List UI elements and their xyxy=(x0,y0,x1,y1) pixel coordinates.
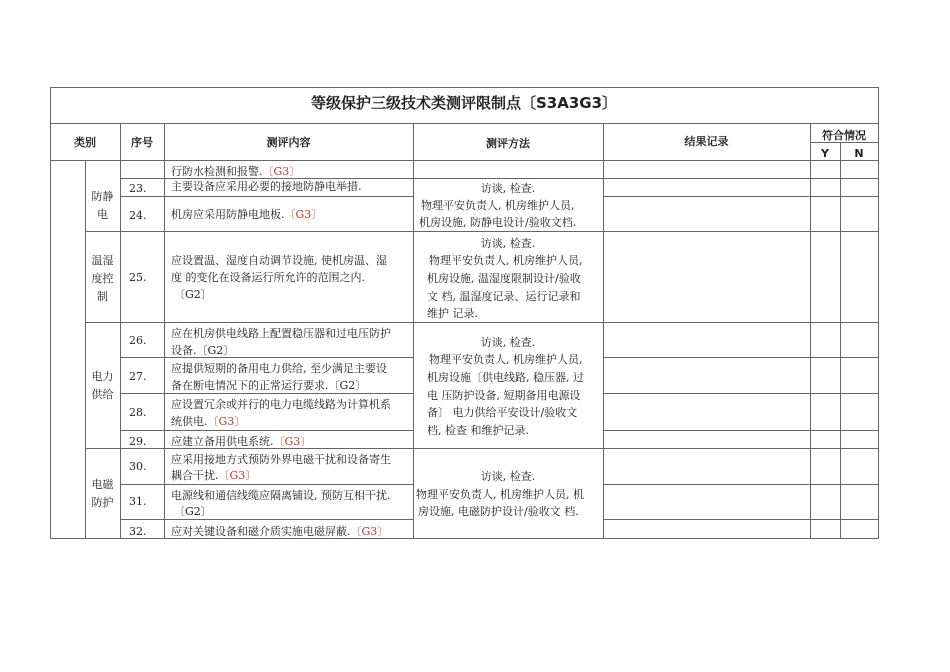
col-line-number xyxy=(120,160,121,538)
row-line-24 xyxy=(85,231,413,232)
method-emc-l3: 房设施, 电磁防护设计/验收文 档. xyxy=(418,505,579,518)
row-number-29: 29. xyxy=(129,435,147,448)
method-power-l1: 访谈, 检查. xyxy=(480,336,536,349)
method-line-4 xyxy=(413,448,604,449)
method-humidity-l3: 机房设施, 温湿度限制设计/验收 xyxy=(427,272,581,285)
row-number-32: 32. xyxy=(129,525,147,538)
col-line-content xyxy=(164,123,165,538)
row-number-31: 31. xyxy=(129,495,147,508)
result-line-6 xyxy=(603,393,879,394)
result-line-7 xyxy=(603,430,879,431)
method-humidity-l1: 访谈, 检查. xyxy=(480,237,536,250)
method-humidity-l2: 物理平安负责人, 机房维护人员, xyxy=(429,254,583,267)
row-content-26-l1: 应在机房供电线路上配置稳压器和过电压防护 xyxy=(171,327,391,340)
header-category: 类别 xyxy=(74,136,96,149)
category-emc-l2: 防护 xyxy=(91,496,114,509)
row-number-28: 28. xyxy=(129,406,147,419)
row-tag-25: 〔G2〕 xyxy=(174,288,212,301)
row-line-30 xyxy=(120,484,413,485)
row-content-28-l2: 统供电.〔G3〕 xyxy=(171,415,246,428)
category-power-l2: 供给 xyxy=(91,388,114,401)
row-line-26 xyxy=(120,357,413,358)
page-title: 等级保护三级技术类测评限制点〔S3A3G3〕 xyxy=(310,94,618,112)
header-method: 测评方法 xyxy=(486,137,530,150)
header-no: N xyxy=(854,147,864,160)
method-power-l5: 备〕 电力供给平安设计/验收文 xyxy=(427,406,578,419)
row-content-29: 应建立备用供电系统.〔G3〕 xyxy=(171,435,312,448)
method-power-l4: 电 压防护设备, 短期备用电源设 xyxy=(427,389,581,402)
result-line-4 xyxy=(603,322,879,323)
result-line-8 xyxy=(603,448,879,449)
row-content-32: 应对关键设备和磁介质实施电磁屏蔽.〔G3〕 xyxy=(171,525,389,538)
category-power-l1: 电力 xyxy=(91,370,114,383)
result-line-10 xyxy=(603,519,879,520)
category-humidity-l3: 制 xyxy=(97,290,108,303)
row-content-30-l1: 应采用接地方式预防外界电磁干扰和设备寄生 xyxy=(171,453,391,466)
category-humidity-l1: 温湿 xyxy=(91,254,114,267)
title-divider xyxy=(50,123,879,124)
row-number-27: 27. xyxy=(129,370,147,383)
row-line-28 xyxy=(120,430,413,431)
category-humidity-l2: 度控 xyxy=(91,272,114,285)
method-antistatic-l1: 访谈, 检查. xyxy=(480,182,536,195)
result-line-5 xyxy=(603,357,879,358)
category-emc-l1: 电磁 xyxy=(91,478,114,491)
row-content-26-l2: 设备.〔G2〕 xyxy=(171,344,235,357)
row-line-31 xyxy=(120,519,413,520)
header-number: 序号 xyxy=(131,136,153,149)
method-emc-l1: 访谈, 检查. xyxy=(480,470,536,483)
row-line-25 xyxy=(85,322,413,323)
row-content-25-l1: 应设置温、湿度自动调节设施, 使机房温、湿 xyxy=(171,254,387,267)
row-content-24: 机房应采用防静电地板.〔G3〕 xyxy=(171,208,323,221)
col-line-n xyxy=(840,142,841,538)
row-content-23: 主要设备应采用必要的接地防静电举措. xyxy=(171,180,362,193)
header-result: 结果记录 xyxy=(684,135,729,148)
method-line-2 xyxy=(413,231,604,232)
category-antistatic-l1: 防静 xyxy=(91,190,114,203)
header-divider xyxy=(50,160,879,161)
method-power-l6: 档, 检查 和维护记录. xyxy=(427,424,529,437)
result-line-2 xyxy=(603,196,879,197)
col-line-result xyxy=(603,123,604,538)
row-number-24: 24. xyxy=(129,209,147,222)
header-compliance: 符合情况 xyxy=(822,129,866,142)
header-yes: Y xyxy=(821,147,829,160)
method-power-l3: 机房设施〔供电线路, 稳压器, 过 xyxy=(427,371,584,384)
method-antistatic-l2: 物理平安负责人, 机房维护人员, xyxy=(421,199,575,212)
border-top xyxy=(50,87,879,88)
method-humidity-l4: 文 档, 温湿度记录、运行记录和 xyxy=(427,290,581,303)
col-line-y xyxy=(810,123,811,538)
row-number-23: 23. xyxy=(129,182,147,195)
method-line-3 xyxy=(413,322,604,323)
result-line-1 xyxy=(603,178,879,179)
border-left xyxy=(50,87,51,539)
row-number-30: 30. xyxy=(129,460,147,473)
method-emc-l2: 物理平安负责人, 机房维护人员, 机 xyxy=(416,488,584,501)
result-line-3 xyxy=(603,231,879,232)
row-line-23 xyxy=(120,196,413,197)
prev-row-content: 行防水检测和报警.〔G3〕 xyxy=(171,165,301,178)
method-humidity-l5: 维护 记录. xyxy=(427,307,478,320)
row-content-31-l1: 电源线和通信线缆应隔离铺设, 预防互相干扰. xyxy=(171,489,391,502)
result-line-9 xyxy=(603,484,879,485)
header-content: 测评内容 xyxy=(266,136,311,149)
row-tag-31: 〔G2〕 xyxy=(174,505,212,518)
method-power-l2: 物理平安负责人, 机房维护人员, xyxy=(429,353,583,366)
row-content-27-l1: 应提供短期的备用电力供给, 至少满足主要设 xyxy=(171,362,387,375)
category-antistatic-l2: 电 xyxy=(97,208,108,221)
row-number-25: 25. xyxy=(129,271,147,284)
row-content-25-l2: 度 的变化在设备运行所允许的范围之内. xyxy=(171,271,365,284)
row-content-30-l2: 耦合干扰.〔G3〕 xyxy=(171,469,257,482)
row-content-27-l2: 备在断电情况下的正常运行要求.〔G2〕 xyxy=(171,379,367,392)
method-line-1 xyxy=(413,178,604,179)
method-antistatic-l3: 机房设施, 防静电设计/验收文档. xyxy=(419,216,577,229)
border-right xyxy=(878,87,879,539)
row-content-28-l1: 应设置冗余或并行的电力电缆线路为计算机系 xyxy=(171,398,391,411)
row-number-26: 26. xyxy=(129,334,147,347)
